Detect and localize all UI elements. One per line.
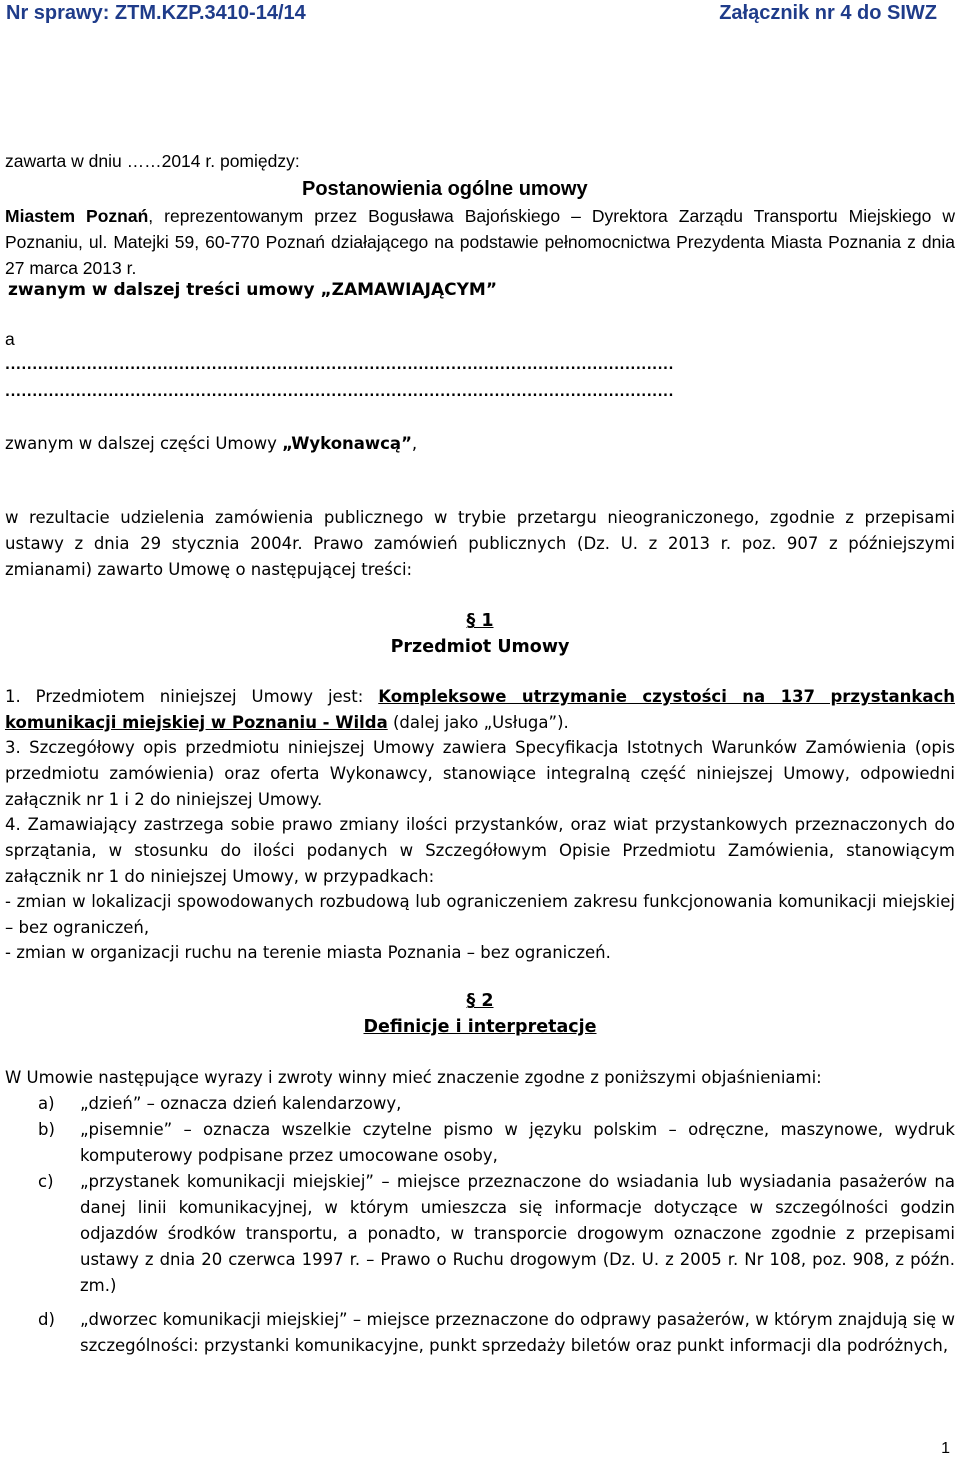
definition-marker: b) bbox=[38, 1120, 55, 1139]
section1-point4-case-b: - zmian w organizacji ruchu na terenie miasta Poznania – bez ograniczeń. bbox=[5, 943, 611, 962]
party1-role: zwanym w dalszej treści umowy „ZAMAWIAJĄCYM” bbox=[8, 280, 498, 300]
definition-item bbox=[5, 1091, 955, 1117]
definition-text: „pisemnie” – oznacza wszelkie czytelne pismo w języku polskim – odręczne, maszynowe, wydruk komputerowy podpisane przez umocowane osoby, bbox=[80, 1120, 955, 1165]
party1-paragraph bbox=[5, 203, 955, 281]
section1-title: Przedmiot Umowy bbox=[390, 637, 570, 657]
definition-item bbox=[5, 1307, 955, 1359]
definition-marker: d) bbox=[38, 1310, 55, 1329]
point1-prefix: 1. Przedmiotem niniejszej Umowy jest: bbox=[5, 687, 379, 706]
point1-suffix: (dalej jako „Usługa”). bbox=[387, 713, 569, 732]
party2-role-suffix: , bbox=[411, 434, 418, 453]
and-word: a bbox=[5, 329, 15, 349]
section1-point1 bbox=[5, 684, 955, 736]
contractor-placeholder-line2: ........................................................................................................................... bbox=[5, 385, 674, 400]
party1-name: Miastem Poznań bbox=[5, 206, 149, 226]
party2-role-name: „Wykonawcą” bbox=[282, 434, 412, 453]
party2-role bbox=[5, 431, 417, 457]
section2-title: Definicje i interpretacje bbox=[363, 1017, 597, 1037]
section1-point4: 4. Zamawiający zastrzega sobie prawo zmiany ilości przystanków, oraz wiat przystankowych przeznaczonych do sprzątania, w stosunku do ilości podanych w Szczegółowym Opisie Przedmiotu Zamówienia, stanowiącym załącznik nr 1 do niniejszej Umowy, w przypadkach: bbox=[5, 815, 955, 886]
party1-details: , reprezentowanym przez Bogusława Bajońskiego – Dyrektora Zarządu Transportu Miejskiego w Poznaniu, ul. Matejki 59, 60-770 Poznań działającego na podstawie pełnomocnictwa Prezydenta Miasta Poznania z dnia 27 marca 2013 r. bbox=[5, 206, 955, 278]
definitions-list bbox=[5, 1091, 955, 1359]
section1-number: § 1 bbox=[466, 611, 494, 631]
page-header bbox=[5, 2, 955, 24]
contractor-placeholder-line1: ........................................................................................................................... bbox=[5, 358, 674, 373]
definition-text: „dworzec komunikacji miejskiej” – miejsce przeznaczone do odprawy pasażerów, w którym znajdują się w szczególności: przystanki komunikacyjne, punkt sprzedaży biletów oraz punkt informacji dla podróżnych, bbox=[80, 1310, 955, 1355]
definition-text: „dzień” – oznacza dzień kalendarzowy, bbox=[80, 1094, 402, 1113]
definition-marker: a) bbox=[38, 1094, 55, 1113]
section2-number: § 2 bbox=[466, 991, 494, 1011]
section2-heading bbox=[5, 988, 955, 1040]
legal-basis-paragraph: w rezultacie udzielenia zamówienia publicznego w trybie przetargu nieograniczonego, zgodnie z przepisami ustawy z dnia 29 stycznia 2004r. Prawo zamówień publicznych (Dz. U. z 2013 r. poz. 907 z późniejszymi zmianami) zawarto Umowę o następującej treści: bbox=[5, 508, 955, 579]
page-number: 1 bbox=[941, 1440, 950, 1457]
definition-item bbox=[5, 1117, 955, 1169]
concluded-line: zawarta w dniu ……2014 r. pomiędzy: bbox=[5, 151, 300, 171]
section1-point3: 3. Szczegółowy opis przedmiotu niniejszej Umowy zawiera Specyfikacja Istotnych Warunków Zamówienia (opis przedmiotu zamówienia) oraz oferta Wykonawcy, stanowiące integralną część niniejszej Umowy, odpowiedni załącznik nr 1 i 2 do niniejszej Umowy. bbox=[5, 738, 955, 809]
definition-item bbox=[5, 1169, 955, 1299]
section1-point4-case-a: - zmian w lokalizacji spowodowanych rozbudową lub ograniczeniem zakresu funkcjonowania komunikacji miejskiej – bez ograniczeń, bbox=[5, 892, 955, 937]
section2-intro: W Umowie następujące wyrazy i zwroty winny mieć znaczenie zgodne z poniższymi objaśnieniami: bbox=[5, 1068, 822, 1087]
contract-subject: Kompleksowe utrzymanie czystości na 137 przystankach komunikacji miejskiej w Poznaniu - Wilda bbox=[5, 687, 955, 732]
document-title: Postanowienia ogólne umowy bbox=[302, 178, 588, 200]
case-number: Nr sprawy: ZTM.KZP.3410-14/14 bbox=[6, 2, 306, 24]
document-page bbox=[5, 0, 955, 1460]
party2-role-prefix: zwanym w dalszej części Umowy bbox=[5, 434, 283, 453]
section1-heading bbox=[5, 608, 955, 660]
definition-marker: c) bbox=[38, 1172, 54, 1191]
attachment-label: Załącznik nr 4 do SIWZ bbox=[719, 2, 937, 24]
definition-text: „przystanek komunikacji miejskiej” – miejsce przeznaczone do wsiadania lub wysiadania pasażerów na danej linii komunikacyjnej, w którym umieszcza się informacje dotyczące w szczególności godzin odjazdów środków transportu, a ponadto, w transporcie drogowym oznaczone zgodnie z przepisami ustawy z dnia 20 czerwca 1997 r. – Prawo o Ruchu drogowym (Dz. U. z 2005 r. Nr 108, poz. 908, z późn. zm.) bbox=[80, 1172, 955, 1295]
